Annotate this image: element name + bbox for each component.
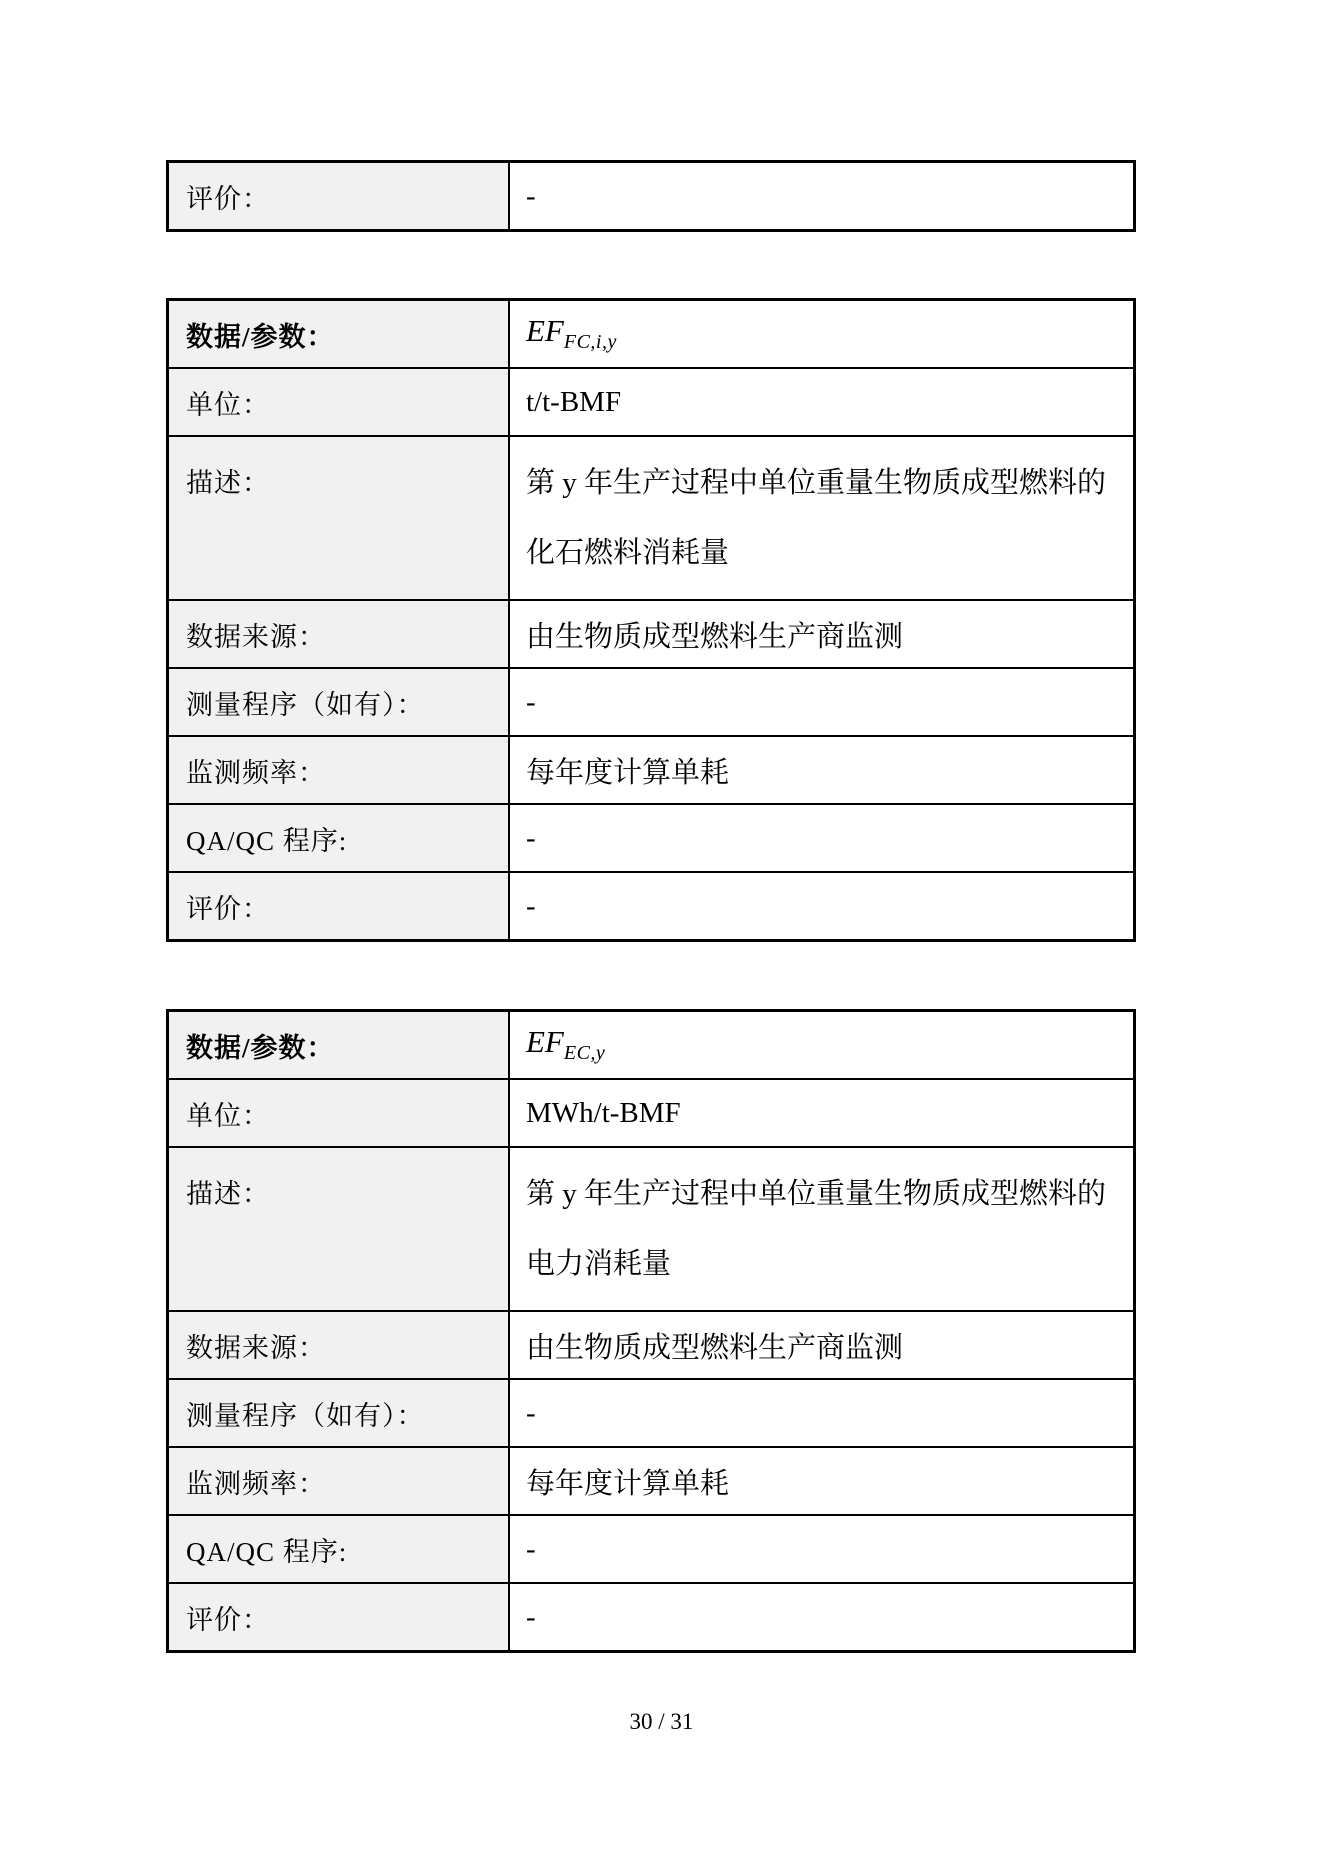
field-value-description: [509, 1147, 1135, 1311]
field-label-qaqc: QA/QC 程序:: [168, 1515, 510, 1583]
symbol-subscript: EC,y: [563, 1042, 606, 1065]
table-row: [168, 1011, 1135, 1080]
parameter-symbol: [526, 313, 617, 354]
field-value-data-source: 由生物质成型燃料生产商监测: [509, 600, 1135, 668]
field-value-qaqc: -: [509, 804, 1135, 872]
field-label-measurement-procedure: 测量程序（如有）：: [168, 1379, 510, 1447]
table-row: [168, 804, 1135, 872]
field-label-unit: 单位：: [168, 1079, 510, 1147]
field-label-unit: 单位：: [168, 368, 510, 436]
table-row: [168, 736, 1135, 804]
parameter-table-ef-fc: [166, 298, 1136, 942]
table-row: [168, 668, 1135, 736]
description-line-1: 第 y 年生产过程中单位重量生物质成型燃料的: [526, 1178, 1107, 1210]
field-value-evaluation: -: [509, 872, 1135, 941]
field-value-measurement-procedure: -: [509, 1379, 1135, 1447]
field-value-evaluation: -: [509, 1583, 1135, 1652]
field-label-parameter: 数据/参数：: [168, 1011, 510, 1080]
table-row: [168, 1147, 1135, 1311]
field-label-qaqc: QA/QC 程序:: [168, 804, 510, 872]
field-label-monitoring-frequency: 监测频率：: [168, 736, 510, 804]
field-value-parameter: [509, 1011, 1135, 1080]
table-row: [168, 872, 1135, 941]
field-label-data-source: 数据来源：: [168, 600, 510, 668]
table-row: [168, 162, 1135, 231]
table-row: [168, 1079, 1135, 1147]
field-value-qaqc: -: [509, 1515, 1135, 1583]
field-value-monitoring-frequency: 每年度计算单耗: [509, 736, 1135, 804]
table-row: [168, 368, 1135, 436]
field-label-monitoring-frequency: 监测频率：: [168, 1447, 510, 1515]
symbol-base: EF: [526, 313, 564, 349]
description-line-2: 电力消耗量: [526, 1248, 672, 1280]
field-value-monitoring-frequency: 每年度计算单耗: [509, 1447, 1135, 1515]
field-label-evaluation: 评价：: [168, 872, 510, 941]
table-row: [168, 300, 1135, 369]
field-value-description: [509, 436, 1135, 600]
table-row: [168, 1379, 1135, 1447]
description-line-2: 化石燃料消耗量: [526, 537, 730, 569]
field-value-evaluation: -: [509, 162, 1135, 231]
table-row: [168, 1515, 1135, 1583]
description-line-1: 第 y 年生产过程中单位重量生物质成型燃料的: [526, 467, 1107, 499]
field-label-measurement-procedure: 测量程序（如有）：: [168, 668, 510, 736]
field-value-measurement-procedure: -: [509, 668, 1135, 736]
table-row: [168, 1447, 1135, 1515]
parameter-symbol: [526, 1024, 606, 1065]
field-value-unit: MWh/t-BMF: [509, 1079, 1135, 1147]
field-label-description: 描述：: [168, 1147, 510, 1311]
parameter-table-ef-ec: [166, 1009, 1136, 1653]
field-value-unit: t/t-BMF: [509, 368, 1135, 436]
field-label-parameter: 数据/参数：: [168, 300, 510, 369]
document-page: [0, 160, 1323, 1871]
symbol-base: EF: [526, 1024, 564, 1060]
table-row: [168, 1311, 1135, 1379]
field-value-parameter: [509, 300, 1135, 369]
symbol-subscript: FC,i,y: [563, 331, 617, 354]
page-number: 30 / 31: [629, 1709, 694, 1734]
field-label-evaluation: 评价：: [168, 1583, 510, 1652]
table-row: [168, 600, 1135, 668]
field-value-data-source: 由生物质成型燃料生产商监测: [509, 1311, 1135, 1379]
field-label-data-source: 数据来源：: [168, 1311, 510, 1379]
field-label-description: 描述：: [168, 436, 510, 600]
table-row: [168, 436, 1135, 600]
table-row: [168, 1583, 1135, 1652]
evaluation-table: [166, 160, 1136, 232]
field-label-evaluation: 评价：: [168, 162, 510, 231]
